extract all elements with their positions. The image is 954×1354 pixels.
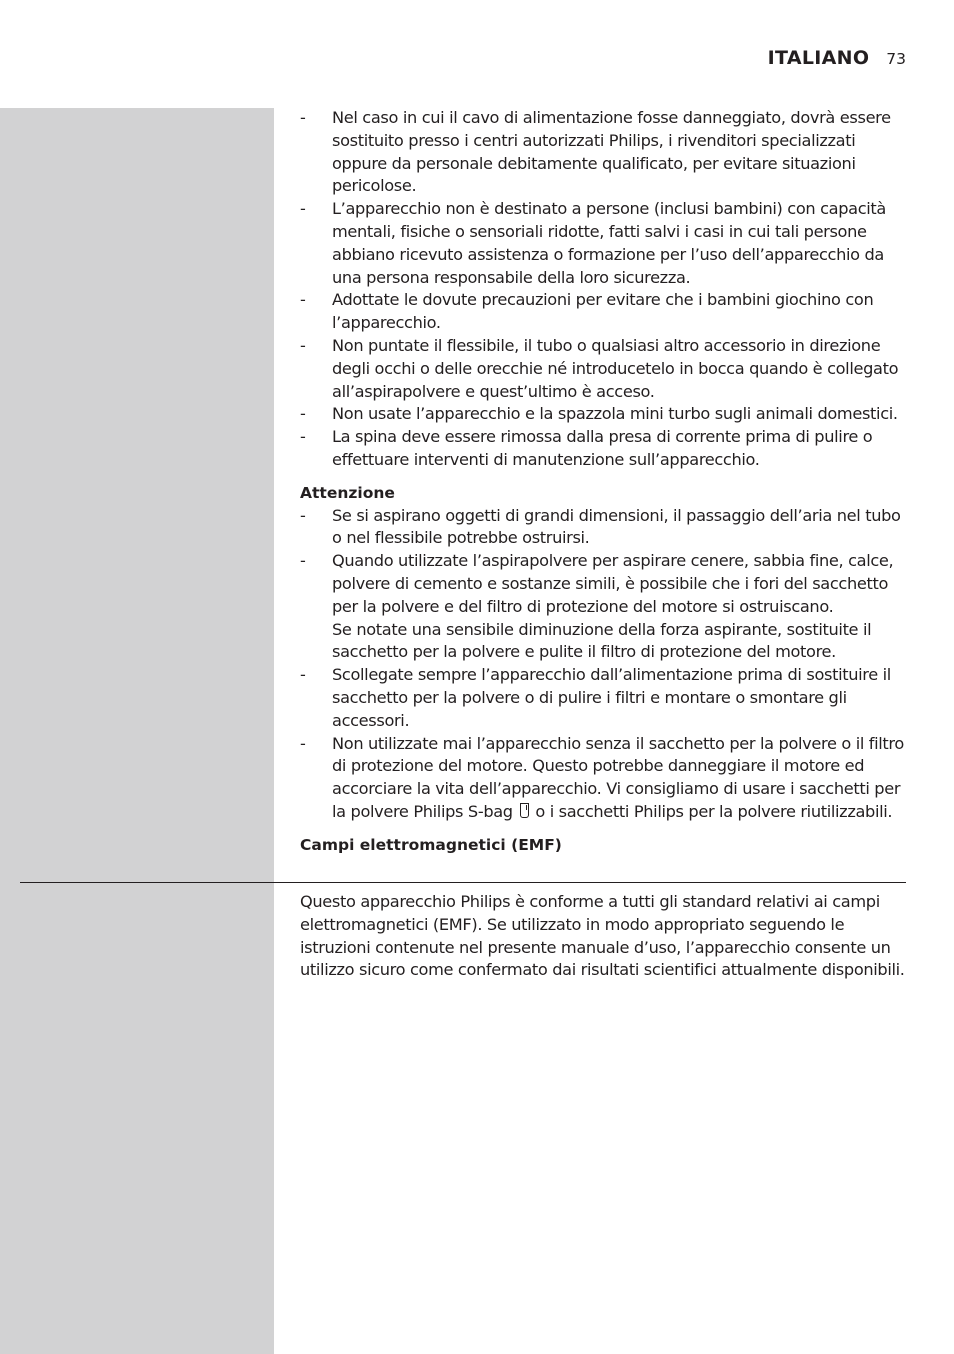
list-item: - La spina deve essere rimossa dalla presa di corrente prima di pulire o effettuare interventi di manutenzione sull’apparecchio. (300, 427, 873, 469)
dash-bullet: - (300, 335, 306, 355)
list-item: - Scollegate sempre l’apparecchio dall’alimentazione prima di sostituire il sacchetto per la polvere o di pulire i filtri e montare o smontare gli accessori. (300, 665, 891, 730)
language-label: ITALIANO (767, 47, 870, 69)
warnings-list (300, 107, 910, 472)
dash-bullet: - (300, 733, 306, 753)
dash-bullet: - (300, 199, 306, 219)
dash-bullet: - (300, 551, 306, 571)
dash-bullet: - (300, 505, 306, 525)
main-content (300, 107, 910, 857)
list-item: - Non usate l’apparecchio e la spazzola mini turbo sugli animali domestici. (300, 403, 910, 426)
attenzione-list (300, 505, 910, 824)
list-item: - Non utilizzate mai l’apparecchio senza il sacchetto per la polvere o il filtro di protezione del motore. Questo potrebbe danneggiare il motore ed accorciare la vita dell’apparecchio. Vi consigliamo di usare i sacchetti per la polvere Philips S-bag o i sacchetti Philips per la polvere riutilizzabili. (300, 733, 904, 821)
dash-bullet: - (300, 108, 306, 127)
list-item: - Non puntate il flessibile, il tubo o qualsiasi altro accessorio in direzione degli occhi o delle orecchie né introducetelo in bocca quando è collegato all’aspirapolvere e quest’ultimo è acceso. (300, 335, 899, 401)
dash-bullet: - (300, 404, 306, 424)
dash-bullet: - (300, 290, 306, 310)
list-item: - Quando utilizzate l’aspirapolvere per aspirare cenere, sabbia fine, calce, polvere di cemento e sostanze simili, è possibile che i fori del sacchetto per la polvere e del filtro di protezione del motore si ostruiscano. Se notate una sensibile diminuzione della forza aspirante, sostituite il sacchetto per la polvere e pulite il filtro di protezione del motore. (300, 551, 894, 662)
page-number: 73 (886, 50, 906, 68)
list-item: - Nel caso in cui il cavo di alimentazione fosse danneggiato, dovrà essere sostituito presso i centri autorizzati Philips, i rivenditori specializzati oppure da personale debitamente qualificato, per evitare situazioni pericolose. (300, 108, 891, 196)
list-item: - Se si aspirano oggetti di grandi dimensioni, il passaggio dell’aria nel tubo o nel flessibile potrebbe ostruirsi. (300, 505, 901, 548)
emf-heading: Campi elettromagnetici (EMF) (300, 835, 562, 854)
section-divider (20, 882, 906, 883)
dash-bullet: - (300, 427, 306, 447)
dash-bullet: - (300, 665, 306, 685)
gray-sidebar (0, 108, 274, 1354)
emf-paragraph: Questo apparecchio Philips è conforme a tutti gli standard relativi ai campi elettromagnetici (EMF). Se utilizzato in modo appropriato seguendo le istruzioni contenute nel presente manuale d’uso, l’apparecchio consente un utilizzo sicuro come confermato dai risultati scientifici attualmente disponibili. (300, 892, 905, 980)
page-header (768, 47, 906, 69)
list-item: - Adottate le dovute precauzioni per evitare che i bambini giochino con l’apparecchio. (300, 290, 874, 333)
list-item: - L’apparecchio non è destinato a persone (inclusi bambini) con capacità mentali, fisiche o sensoriali ridotte, fatti salvi i casi in cui tali persone abbiano ricevuto assistenza o formazione per l’uso dell’apparecchio da una persona responsabile della loro sicurezza. (300, 199, 886, 287)
s-bag-icon (520, 803, 529, 818)
attenzione-heading: Attenzione (300, 483, 395, 502)
